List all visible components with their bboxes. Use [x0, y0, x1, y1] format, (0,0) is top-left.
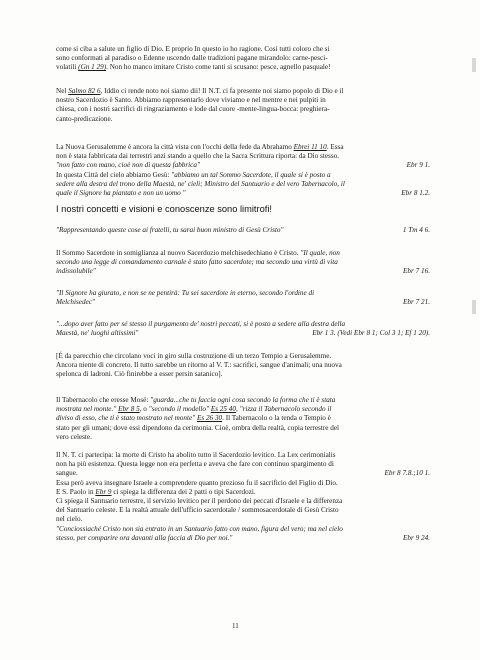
- quote-3: "...dopo aver fatto per sé stesso il purgamento de' nostri peccati, si è posto a sedere alla destra della Maestà, ne' luoghi altissimi" Ebr 1 3. (Vedi Ebr 8 1; Col 3 1; Ef 1 20).: [56, 320, 430, 338]
- text-line: nel cielo.: [56, 515, 83, 524]
- quote-2: "Il Signore ha giurato, e non se ne pentirà: Tu sei sacerdote in eterno, secondo l'ordine di Melchisedec" Ebr 7 21.: [56, 289, 430, 307]
- text-line: In questa Città del cielo abbiamo Gesù: "abbiamo un tal Sommo Sacerdote, il quale si è posto a: [56, 170, 331, 179]
- paragraph-2: [56, 87, 430, 124]
- paragraph-6: [56, 396, 430, 442]
- paragraph-7: Il N. T. ci partecipa: la morte di Cristo ha abolito tutto il Sacerdozio levitico. La Lex cerimonialis non ha più esistenza. Questa legge non era perfetta e aveva che fare con continuo spargimento di sangue. Ebr 8 7.8.;10 1. Essa però aveva insegnare Israele a comprendere quanto prezioso fu il sacrificio del Figlio di Dio. E S. Paolo in Ebr 9 ci spiega la differenza dei 2 patti o tipi Sacerdozi. Ci spiega il Santuario terrestre, il servizio levitico per il perdono dei peccati d'Israele e la differenza del Santuario celeste. E la realtà attuale dell'ufficio sacerdotale / sommosacerdotale di Gesù Cristo nel cielo. "Conciossiaché Cristo non sia entrato in un Santuario fatto con mano, figura del vero; ma nel cielo stesso, per comparire ora davanti alla faccia di Dio per noi." Ebr 9 24.: [56, 451, 430, 542]
- text-line: spelonca di ladroni. Ciò finirebbe a esser persin satanico].: [56, 370, 223, 379]
- text-line: diviso di esso, che ti è stato mostrato nel monte" Es 26 30. Il Tabernacolo o la tenda o Tempio è: [56, 414, 331, 423]
- quote-1: [56, 226, 430, 235]
- section-heading: [56, 204, 430, 215]
- scripture-reference: Ebr 9: [95, 487, 112, 496]
- paragraph-3: [56, 143, 430, 198]
- text-line: nostro Sacerdozio è Santo. Abbiamo rappresentarlo dove viviamo e nel mentre e nei pulpiti in: [56, 96, 326, 105]
- text-line: La Nuova Gerusalemme è ancora la città vista con l'occhi della fede da Abrahamo Ebrei 11 10. Essa: [56, 143, 344, 151]
- text-line: del Santuario celeste. E la realtà attuale dell'ufficio sacerdotale / sommosacerdotale di Gesù Cristo: [56, 506, 339, 515]
- scripture-reference: Es 26 30: [196, 414, 223, 423]
- quote-text: "Rappresentando queste cose ai fratelli, tu sarai buon ministro di Gesù Cristo": [56, 226, 284, 234]
- text-line: stato per gli umani; dove essi dipendono da cerimonia. Cioè, ombra della realtà, copia terrestre del: [56, 423, 340, 432]
- scripture-reference: Ebr 1 3. (Vedi Ebr 8 1; Col 3 1; Ef 1 20).: [312, 329, 430, 338]
- paragraph-1: [56, 45, 430, 73]
- scripture-reference: Es 25 40: [210, 405, 236, 414]
- text-line: Ancora niente di concreto. Il tutto sarebbe un ritorno al V. T.: sacrifici, sangue d'animali; una nuova: [56, 361, 342, 370]
- scripture-reference: Ebr 7 21.: [403, 298, 430, 307]
- text-line: "Conciossiaché Cristo non sia entrato in un Santuario fatto con mano, figura del vero; ma nel cielo: [56, 524, 343, 533]
- text-line: vero celeste.: [56, 432, 92, 441]
- quote-line: "non fatto con mano, cioè non di questa fabbrica" Ebr 9 1.: [56, 161, 430, 170]
- scripture-reference: Ebr 8 5: [118, 405, 140, 414]
- text-line: non ha più esistenza. Questa legge non era perfetta e aveva che fare con continuo spargimento di: [56, 460, 334, 469]
- scan-edge-mark: [472, 58, 476, 72]
- text-line: mostrata nel monte." Ebr 8 5, o "secondo il modello" Es 25 40, "rizza il Tabernacolo secondo il: [56, 405, 332, 414]
- text-line: volatili (Gn 1 29). Non ho manco imitare Cristo come tanti si scusano: pesce, agnello pasquale!: [56, 63, 331, 72]
- text-line: non è stata fabbricata dai terrestri anzi stando a quello che la Sacra Scrittura riporta: da Dio stesso.: [56, 152, 340, 161]
- text-line: "...dopo aver fatto per sé stesso il purgamento de' nostri peccati, si è posto a sedere alla destra della: [56, 320, 346, 328]
- text-line: Il Tabernacolo che eresse Mosé: "guarda...che tu faccia ogni cosa secondo la forma che ti è stata: [56, 396, 336, 404]
- text-line: secondo una legge di comandamento carnale è stato fatto sacerdote; ma secondo una virtù di vita: [56, 258, 338, 267]
- text-line: Ci spiega il Santuario terrestre, il servizio levitico per il perdono dei peccati d'Israele e la differenza: [56, 497, 343, 506]
- paragraph-5: [56, 352, 430, 380]
- scripture-reference: Ebr 8 7.8.;10 1.: [384, 469, 430, 478]
- text-line: sedere alla destra del trono della Maestà, ne' cieli; Ministro del Santuario e del vero Tabernacolo, il: [56, 179, 345, 188]
- paragraph-4: Il Sommo Sacerdote in somiglianza al nuovo Sacerdozio melchisedechiano è Cristo. "Il quale, non secondo una legge di comandamento carnale è stato fatto sacerdote; ma secondo una virtù di vita indissolubile" Ebr 7 16.: [56, 249, 430, 276]
- text-line: sono conformati al paradiso o Edenne uscendo dalle tradizioni pagane mirandolo: carne-pesci-: [56, 54, 328, 63]
- text-line: Il Sommo Sacerdote in somiglianza al nuovo Sacerdozio melchisedechiano è Cristo. "Il quale, non: [56, 249, 340, 257]
- scan-edge-mark: [472, 300, 476, 314]
- quote-line: quale il Signore ha piantato e non un uomo " Ebr 8 1.2.: [56, 189, 430, 198]
- scripture-reference: Ebrei 11 10: [293, 143, 327, 151]
- text-line: "Il Signore ha giurato, e non se ne pentirà: Tu sei sacerdote in eterno, secondo l'ordine di: [56, 289, 315, 297]
- scripture-reference: Salmo 82 6: [68, 87, 101, 95]
- text-line: come si ciba a salute un figlio di Dio. E proprio In questo io ho ragione. Così tutti coloro che si: [56, 45, 330, 53]
- text-line: Essa però aveva insegnare Israele a comprendere quanto prezioso fu il sacrificio del Figlio di Dio.: [56, 478, 338, 487]
- page-number: 11: [232, 622, 239, 630]
- scripture-reference: Ebr 9 24.: [403, 533, 430, 542]
- scripture-reference: (Gn 1 29): [78, 63, 107, 72]
- scripture-reference: Ebr 9 1.: [406, 161, 430, 170]
- text-line: Il N. T. ci partecipa: la morte di Cristo ha abolito tutto il Sacerdozio levitico. La Lex cerimonialis: [56, 451, 336, 459]
- text-line: canto-predicazione.: [56, 114, 113, 123]
- text-line: chiesa, con i nostri sacrifici di ringraziamento e lode dal cuore -mente-lingua-bocca: preghiera-: [56, 105, 330, 114]
- scripture-reference: Ebr 7 16.: [403, 267, 430, 276]
- text-line: E S. Paolo in Ebr 9 ci spiega la differenza dei 2 patti o tipi Sacerdozi.: [56, 487, 256, 496]
- heading-text: I nostri concetti e visioni e conoscenze sono limitrofi!: [56, 204, 272, 214]
- text-line: [É da parecchio che circolano voci in giro sulla costruzione di un terzo Tempio a Gerusalemme.: [56, 352, 332, 360]
- text-line: Nel Salmo 82 6, Iddio ci rende noto noi siamo dii! Il N.T. ci fa presente noi siamo popolo di Dio e il: [56, 87, 344, 95]
- scripture-reference: 1 Tm 4 6.: [402, 226, 430, 234]
- scripture-reference: Ebr 8 1.2.: [401, 189, 430, 198]
